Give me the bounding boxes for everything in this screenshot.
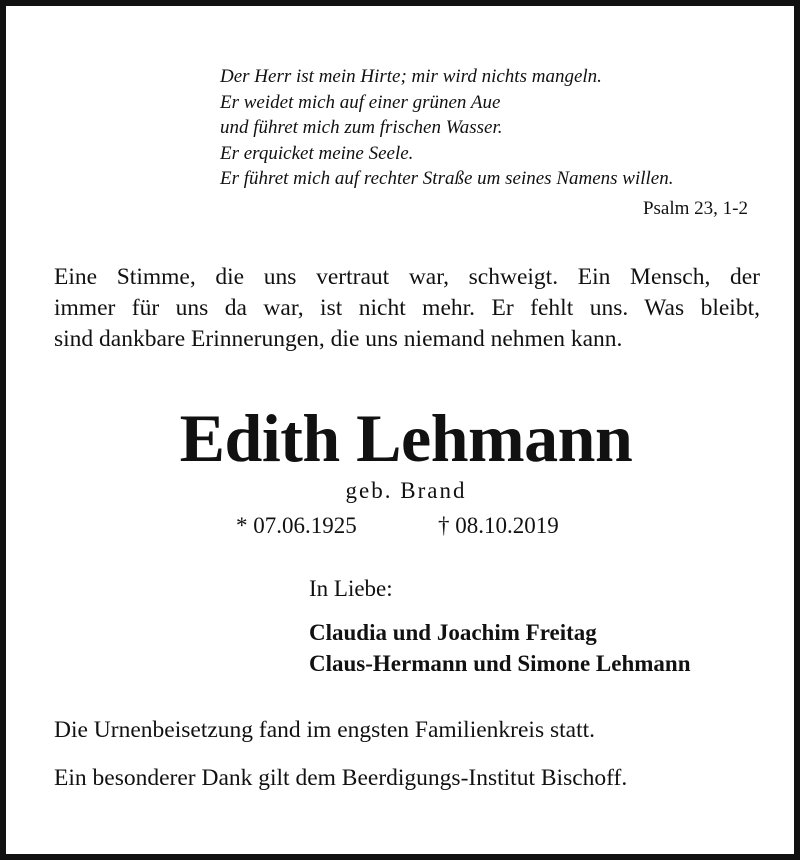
intro-line: Eine Stimme, die uns vertraut war, schweigt. Ein Mensch, der [54,264,760,290]
psalm-line: Er erquicket meine Seele. [220,142,414,164]
psalm-line: Der Herr ist mein Hirte; mir wird nichts mangeln. [220,66,602,87]
mourner-name: Claudia und Joachim Freitag [309,620,597,645]
psalm-reference: Psalm 23, 1-2 [642,198,748,219]
birth-date: * 07.06.1925 [236,513,357,538]
deceased-name: Edith Lehmann [179,400,633,476]
psalm-line: Er führet mich auf rechter Straße um seines Namens willen. [220,168,674,189]
mourner-name: Claus-Hermann und Simone Lehmann [309,651,691,676]
mourners-heading: In Liebe: [309,576,393,601]
mourners-list [309,617,691,679]
intro-paragraph [54,262,760,355]
maiden-name: geb. Brand [345,478,467,503]
intro-line: sind dankbare Erinnerungen, die uns niemand nehmen kann. [54,326,623,352]
thanks-note: Ein besonderer Dank gilt dem Beerdigungs-Institut Bischoff. [54,765,628,791]
death-date: † 08.10.2019 [438,513,559,538]
burial-note: Die Urnenbeisetzung fand im engsten Familienkreis statt. [54,717,596,743]
psalm-line: und führet mich zum frischen Wasser. [220,117,503,138]
psalm-quote [220,64,760,192]
psalm-line: Er weidet mich auf einer grünen Aue [220,91,501,113]
intro-line: immer für uns da war, ist nicht mehr. Er fehlt uns. Was bleibt, [54,295,760,321]
